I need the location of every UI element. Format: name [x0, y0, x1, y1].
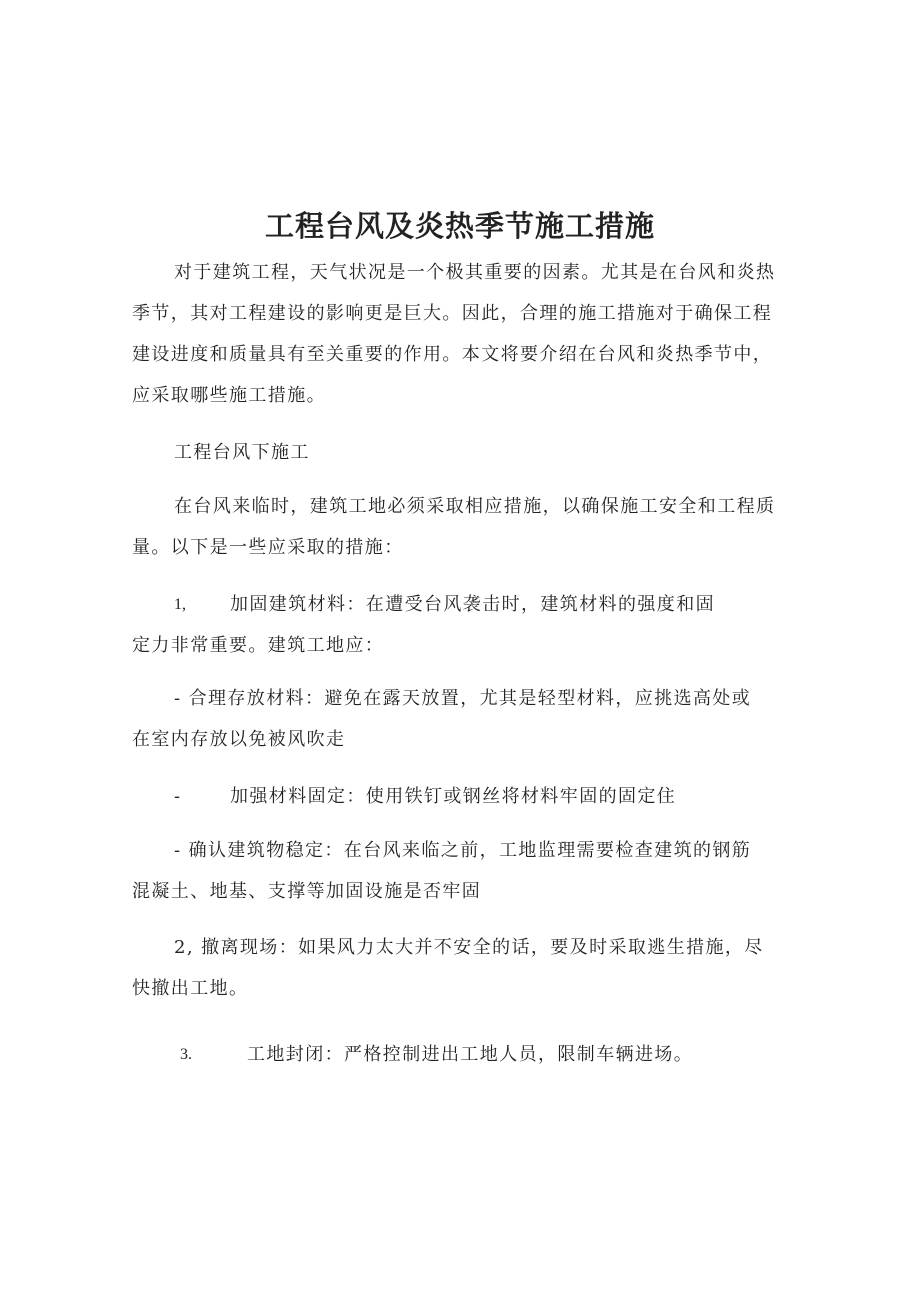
- item-1-number: 1,: [174, 596, 186, 613]
- sub-item-3-line-2: 混凝土、地基、支撑等加固设施是否牢固: [132, 881, 482, 902]
- section-intro-line-1: 在台风来临时，建筑工地必须采取相应措施，以确保施工安全和工程质: [174, 496, 776, 517]
- document-title: 工程台风及炎热季节施工措施: [264, 209, 655, 243]
- sub-item-2-text: 加强材料固定：使用铁钉或钢丝将材料牢固的固定住: [230, 786, 677, 807]
- item-2-line-1: 2, 撤离现场：如果风力太大并不安全的话，要及时采取逃生措施，尽: [174, 937, 764, 958]
- item-1-text: 加固建筑材料：在遭受台风袭击时，建筑材料的强度和固: [230, 594, 715, 615]
- intro-line-3: 建设进度和质量具有至关重要的作用。本文将要介绍在台风和炎热季节中，: [132, 344, 773, 365]
- sub-item-1-line-2: 在室内存放以免被风吹走: [132, 729, 346, 750]
- sub-item-1-line-1: - 合理存放材料：避免在露天放置，尤其是轻型材料，应挑选高处或: [174, 688, 752, 709]
- section-heading: 工程台风下施工: [174, 442, 310, 463]
- intro-line-2: 季节，其对工程建设的影响更是巨大。因此，合理的施工措施对于确保工程: [132, 303, 773, 324]
- section-intro-line-2: 量。以下是一些应采取的措施：: [132, 537, 404, 558]
- item-3-number: 3.: [180, 1046, 192, 1063]
- sub-item-2-dash: -: [174, 786, 182, 807]
- intro-line-4: 应采取哪些施工措施。: [132, 385, 326, 406]
- sub-item-3-line-1: - 确认建筑物稳定：在台风来临之前，工地监理需要检查建筑的钢筋: [174, 840, 752, 861]
- item-2-line-2: 快撤出工地。: [132, 978, 249, 999]
- item-3-text: 工地封闭：严格控制进出工地人员，限制车辆进场。: [247, 1044, 694, 1065]
- intro-line-1: 对于建筑工程，天气状况是一个极其重要的因素。尤其是在台风和炎热: [174, 262, 776, 283]
- item-1-continuation: 定力非常重要。建筑工地应：: [132, 635, 385, 656]
